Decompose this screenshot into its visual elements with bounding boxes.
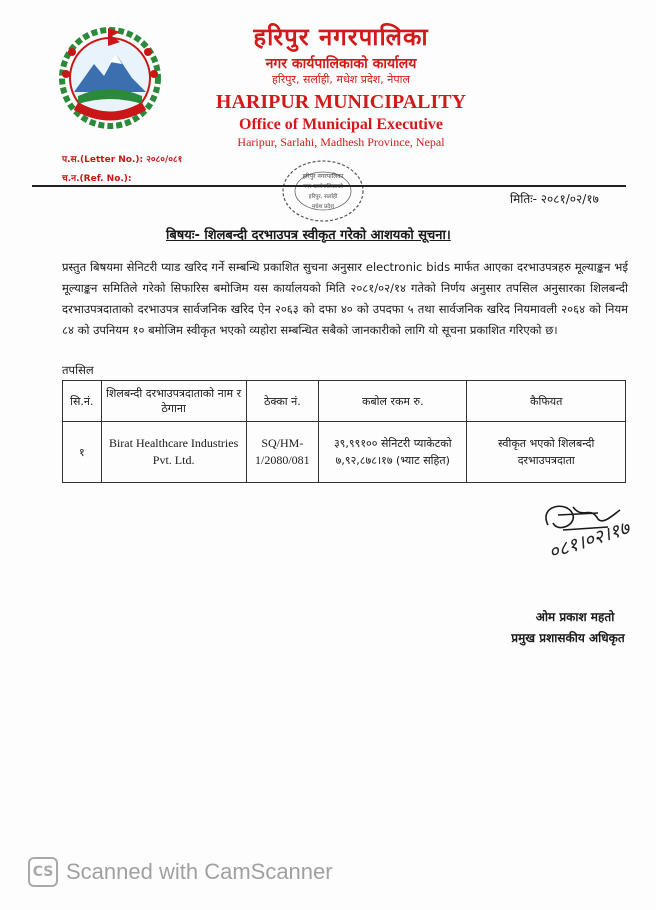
header-amount: कबोल रकम रु. xyxy=(319,381,467,422)
table-row xyxy=(63,422,626,483)
bidder-table xyxy=(62,380,626,483)
office-name-nepali: नगर कार्यपालिकाको कार्यालय xyxy=(265,56,417,72)
table-header-row xyxy=(63,381,626,422)
header-serial: सि.नं. xyxy=(63,381,102,422)
header-divider xyxy=(32,185,626,187)
camscanner-watermark xyxy=(28,856,333,888)
address-nepali: हरिपुर, सर्लाही, मधेश प्रदेश, नेपाल xyxy=(272,73,410,86)
officer-title: प्रमुख प्रशासकीय अधिकृत xyxy=(511,631,625,645)
notice-date: मितिः- २०८१/०२/१७ xyxy=(510,192,599,206)
cell-bidder: Birat Healthcare Industries Pvt. Ltd. xyxy=(101,422,246,483)
details-label: तपसिल xyxy=(62,363,94,377)
cell-serial: १ xyxy=(63,422,102,483)
camscanner-icon: CS xyxy=(28,857,58,887)
notice-subject: बिषयः- शिलबन्दी दरभाउपत्र स्वीकृत गरेको आशयको सूचना। xyxy=(166,228,451,243)
address-english: Haripur, Sarlahi, Madhesh Province, Nepal xyxy=(237,135,445,149)
svg-text:मधेश प्रदेश: मधेश प्रदेश xyxy=(312,204,334,210)
signature-date: ०८१।०२।१७ xyxy=(545,517,633,564)
header-bidder: शिलबन्दी दरभाउपत्रदाताको नाम र ठेगाना xyxy=(101,381,246,422)
letter-number: प.स.(Letter No.): २०८०/०८१ xyxy=(62,155,183,165)
cell-amount: ३९,९९१०० सेनिटरी प्याकेटको ७,९२,८७८।१७ (भ्याट सहित) xyxy=(319,422,467,483)
municipality-name-english: HARIPUR MUNICIPALITY xyxy=(215,91,467,113)
nepal-emblem-logo xyxy=(52,22,168,132)
svg-text:नगर कार्यपालिकाको: नगर कार्यपालिकाको xyxy=(303,184,343,190)
header-remarks: कैफियत xyxy=(467,381,626,422)
office-stamp xyxy=(278,156,368,226)
notice-body: प्रस्तुत बिषयमा सेनिटरी प्याड खरिद गर्ने सम्बन्धि प्रकाशित सुचना अनुसार electronic bids मार्फत आएका दरभाउपत्रहरु मूल्याङ्कन भई मूल्याङ्कन समितिले गरेको सिफारिस बमोजिम यस कार्यालयको मिति २०८१/०२/१४ गतेको निर्णय अनुसार तपसिल अनुसारका शिलबन्दी दरभाउपत्रदाताको दरभाउपत्र सार्वजनिक खरिद ऐन २०६३ को दफा ४० को उपदफा ५ तथा सार्वजनिक खरिद नियमावली २०६४ को नियम ८४ को उपनियम १० बमोजिम स्वीकृत भएको व्यहोरा सम्बन्धित सबैको जानकारीको लागि यो सूचना प्रकाशित गरिएको छ। xyxy=(62,260,628,337)
cell-contract: SQ/HM-1/2080/081 xyxy=(246,422,318,483)
reference-number: च.न.(Ref. No.): xyxy=(62,174,132,184)
office-name-english: Office of Municipal Executive xyxy=(239,116,443,133)
header-contract: ठेक्का नं. xyxy=(246,381,318,422)
camscanner-text: Scanned with CamScanner xyxy=(66,859,333,884)
municipality-name-nepali: हरिपुर नगरपालिका xyxy=(253,23,429,51)
svg-text:हरिपुर नगरपालिका: हरिपुर नगरपालिका xyxy=(302,173,344,180)
officer-name: ओम प्रकाश महतो xyxy=(535,610,615,624)
svg-text:हरिपुर, सर्लाही: हरिपुर, सर्लाही xyxy=(308,194,338,200)
cell-remarks: स्वीकृत भएको शिलबन्दी दरभाउपत्रदाता xyxy=(467,422,626,483)
